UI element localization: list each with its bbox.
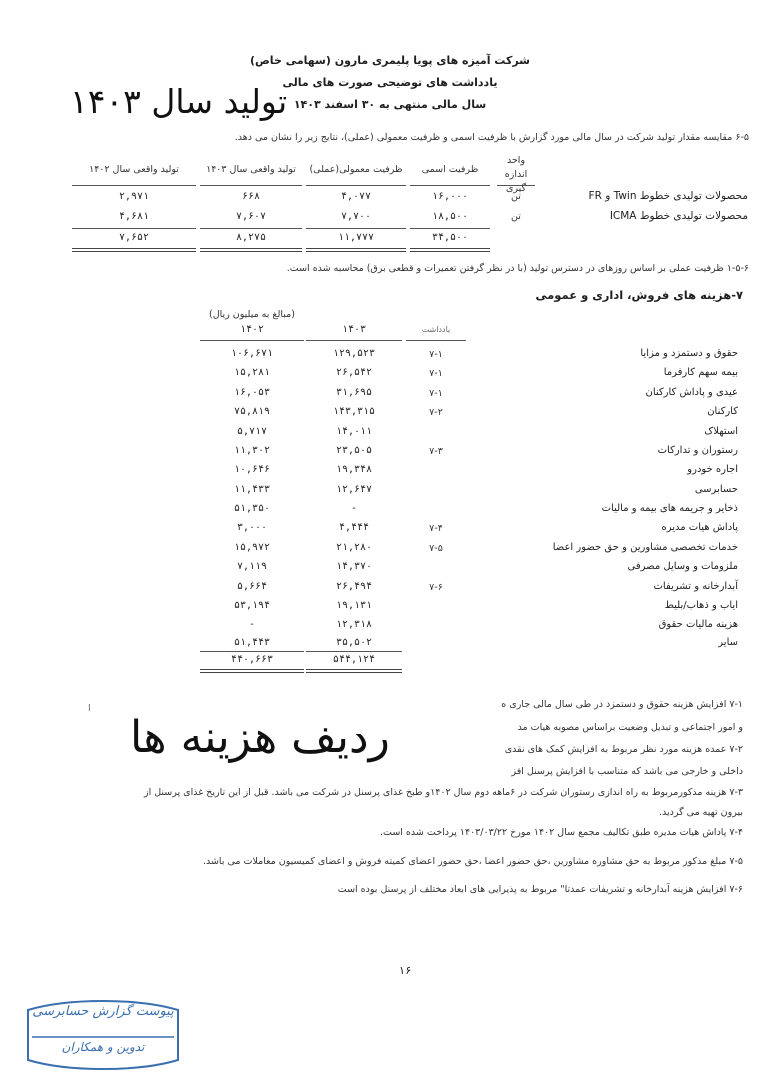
margin-mark: ا	[88, 703, 91, 714]
expense-row-label: عیدی و پاداش کارکنان	[645, 387, 738, 398]
company-name: شرکت آمیزه های پویا پلیمری مارون (سهامی خاص)	[249, 54, 530, 67]
expense-row-1402: ۵۱,۳۵۰	[233, 503, 271, 514]
capacity-row-unit: تن	[511, 211, 521, 222]
expense-row-label: ذخایر و جریمه های بیمه و مالیات	[601, 503, 738, 514]
footnote: بیرون تهیه می گردید.	[658, 807, 743, 818]
expense-row-label: اجاره خودرو	[687, 464, 738, 475]
expense-row-1403: -	[350, 503, 358, 514]
capacity-row-nominal: ۱۸,۵۰۰	[431, 211, 469, 222]
capacity-total-actual-1403: ۸,۲۷۵	[235, 232, 267, 243]
expense-row-1403: ۱۴,۰۱۱	[335, 426, 373, 437]
capacity-row-unit: تن	[511, 191, 521, 202]
capacity-note: ۱-۵-۶ ظرفیت عملی بر اساس روزهای در دسترس تولید (با در نظر گرفتن تعمیرات و قطعی برق) محاسبه شده است.	[286, 263, 749, 274]
col-nominal: ظرفیت اسمی	[421, 164, 479, 175]
expense-row-note: ۷-۱	[429, 349, 443, 360]
expense-row-1403: ۱۹,۱۳۱	[335, 600, 373, 611]
expense-row-label: سایر	[718, 637, 738, 648]
expense-row-1402: ۵,۷۱۷	[236, 426, 268, 437]
expense-row-label: حقوق و دستمزد و مزایا	[640, 348, 738, 359]
col-unit: واحد اندازه گیری	[504, 155, 528, 194]
expense-row-note: ۷-۱	[429, 388, 443, 399]
expense-row-label: هزینه مالیات حقوق	[658, 619, 738, 630]
capacity-row-actual-1403: ۷,۶۰۷	[235, 211, 267, 222]
expense-row-note: ۷-۳	[429, 446, 443, 457]
expense-row-label: خدمات تخصصی مشاورین و حق حضور اعضا	[552, 542, 738, 553]
expense-row-1403: ۲۶,۴۹۴	[335, 581, 373, 592]
stamp-line2: تدوین و همکاران	[61, 1040, 145, 1054]
footnote: ۷-۵ مبلغ مذکور مربوط به حق مشاوره مشاورین ،حق حضور اعضا ،حق حضور اعضای کمیته فروش و اعضای کمیسیون معاملات می باشد.	[202, 856, 743, 867]
report-subtitle: یادداشت های توضیحی صورت های مالی	[282, 76, 498, 89]
expense-row-1403: ۲۳,۵۰۵	[335, 445, 373, 456]
expense-row-1402: ۱۵,۹۷۲	[233, 542, 271, 553]
expense-row-1403: ۱۹,۳۴۸	[335, 464, 373, 475]
footnote: ۷-۱ افزایش هزینه حقوق و دستمزد در طی سال مالی جاری ه	[501, 699, 743, 710]
expense-row-label: استهلاک	[704, 426, 738, 437]
expense-row-label: ایاب و ذهاب/بلیط	[664, 600, 738, 611]
expense-row-1403: ۳۵,۵۰۲	[335, 637, 373, 648]
footnote: داخلی و خارجی می باشد که متناسب با افزایش پرسنل افز	[511, 766, 743, 777]
expense-row-1402: ۱۱,۳۰۲	[233, 445, 271, 456]
capacity-row-actual-1402: ۴,۶۸۱	[118, 211, 150, 222]
expense-row-1402: ۱۵,۲۸۱	[233, 367, 271, 378]
footnote: ۷-۴ پاداش هیات مدیره طبق تکالیف مجمع سال ۱۴۰۲ مورخ ۱۴۰۳/۰۳/۲۲ پرداخت شده است.	[379, 827, 743, 838]
expense-row-1402: ۵۱,۴۴۳	[233, 637, 271, 648]
expenses-unit-note: (مبالغ به میلیون ریال)	[209, 309, 295, 320]
capacity-total-actual-1402: ۷,۶۵۲	[118, 232, 150, 243]
col-actual-1403: تولید واقعی سال ۱۴۰۳	[206, 164, 296, 175]
expense-row-note: ۷-۶	[429, 582, 443, 593]
capacity-intro: ۶-۵ مقایسه مقدار تولید شرکت در سال مالی مورد گزارش با ظرفیت اسمی و ظرفیت معمولی (عملی)، نتایج زیر را نشان می دهد.	[234, 132, 749, 143]
expense-row-note: ۷-۲	[429, 407, 443, 418]
report-period: سال مالی منتهی به ۳۰ اسفند ۱۴۰۳	[293, 98, 487, 111]
col-normal: ظرفیت معمولی(عملی)	[309, 164, 403, 175]
expenses-col-1402: ۱۴۰۲	[239, 324, 265, 335]
capacity-row-label: محصولات تولیدی خطوط ICMA	[609, 210, 748, 222]
capacity-row-nominal: ۱۶,۰۰۰	[431, 191, 469, 202]
stamp-line1: پیوست گزارش حسابرسی	[32, 1004, 174, 1019]
expense-row-label: بیمه سهم کارفرما	[663, 367, 738, 378]
expenses-total-1402: ۴۴۰,۶۶۳	[230, 654, 274, 665]
footnote: ۷-۶ افزایش هزینه آبدارخانه و تشریفات عمدتا" مربوط به پذیرایی های ابعاد مختلف از پرسنل بوده است	[337, 884, 743, 895]
expense-row-1403: ۲۶,۵۴۲	[335, 367, 373, 378]
capacity-row-normal: ۴,۰۷۷	[340, 191, 372, 202]
capacity-total-normal: ۱۱,۷۷۷	[337, 232, 375, 243]
expense-row-1402: ۷۵,۸۱۹	[233, 406, 271, 417]
footnote: ۷-۳ هزینه مذکورمربوط به راه اندازی رستوران شرکت در ۶ماهه دوم سال ۱۴۰۲و طبخ غذای پرسنل در شرکت می باشد. قبل از این تاریخ غذای پرسنل از	[143, 787, 743, 798]
expense-row-label: حسابرسی	[694, 484, 738, 495]
expense-row-label: آبدارخانه و تشریفات	[653, 581, 738, 592]
expense-row-1403: ۱۲,۳۱۸	[335, 619, 373, 630]
expense-row-1402: ۳,۰۰۰	[236, 522, 268, 533]
expense-row-note: ۷-۵	[429, 543, 443, 554]
overlay-expense-rows: ردیف هزینه ها	[130, 712, 390, 763]
col-actual-1402: تولید واقعی سال ۱۴۰۲	[89, 164, 179, 175]
expense-row-1402: ۱۰,۶۴۶	[233, 464, 271, 475]
expense-row-1402: ۱۶,۰۵۳	[233, 387, 271, 398]
expense-row-1403: ۳۱,۶۹۵	[335, 387, 373, 398]
expense-row-1403: ۴,۴۴۴	[338, 522, 370, 533]
expense-row-1402: ۵,۶۶۴	[236, 581, 268, 592]
expense-row-1403: ۲۱,۲۸۰	[335, 542, 373, 553]
capacity-row-actual-1402: ۲,۹۷۱	[118, 191, 150, 202]
expenses-title: ۷-هزینه های فروش، اداری و عمومی	[535, 288, 743, 302]
capacity-row-normal: ۷,۷۰۰	[340, 211, 372, 222]
footnote: و امور اجتماعی و تبدیل وضعیت براساس مصوبه هیات مد	[517, 722, 743, 733]
expense-row-label: پاداش هیات مدیره	[661, 522, 738, 533]
capacity-total-nominal: ۳۴,۵۰۰	[431, 232, 469, 243]
expense-row-1403: ۱۴,۳۷۰	[335, 561, 373, 572]
expense-row-1402: -	[248, 619, 256, 630]
expense-row-label: ملزومات و وسایل مصرفی	[627, 561, 738, 572]
expense-row-1402: ۷,۱۱۹	[236, 561, 268, 572]
page-number: ۱۶	[398, 964, 412, 977]
expenses-col-1403: ۱۴۰۳	[341, 324, 367, 335]
expenses-total-1403: ۵۴۴,۱۲۴	[332, 654, 376, 665]
expense-row-note: ۷-۱	[429, 368, 443, 379]
expense-row-1403: ۱۴۳,۳۱۵	[332, 406, 376, 417]
overlay-production-year: تولید سال ۱۴۰۳	[70, 82, 288, 121]
expense-row-1402: ۱۱,۴۳۳	[233, 484, 271, 495]
expense-row-1402: ۵۳,۱۹۴	[233, 600, 271, 611]
expense-row-label: کارکنان	[707, 406, 738, 417]
expense-row-label: رستوران و تدارکات	[657, 445, 738, 456]
expense-row-1403: ۱۲,۶۴۷	[335, 484, 373, 495]
expense-row-note: ۷-۴	[429, 523, 443, 534]
expense-row-1402: ۱۰۶,۶۷۱	[230, 348, 274, 359]
footnote: ۷-۲ عمده هزینه مورد نظر مربوط به افزایش کمک های نقدی	[504, 744, 743, 755]
capacity-row-label: محصولات تولیدی خطوط Twin و FR	[588, 190, 748, 202]
expenses-col-note: یادداشت	[421, 325, 451, 334]
expense-row-1403: ۱۲۹,۵۲۳	[332, 348, 376, 359]
capacity-row-actual-1403: ۶۶۸	[241, 191, 261, 202]
